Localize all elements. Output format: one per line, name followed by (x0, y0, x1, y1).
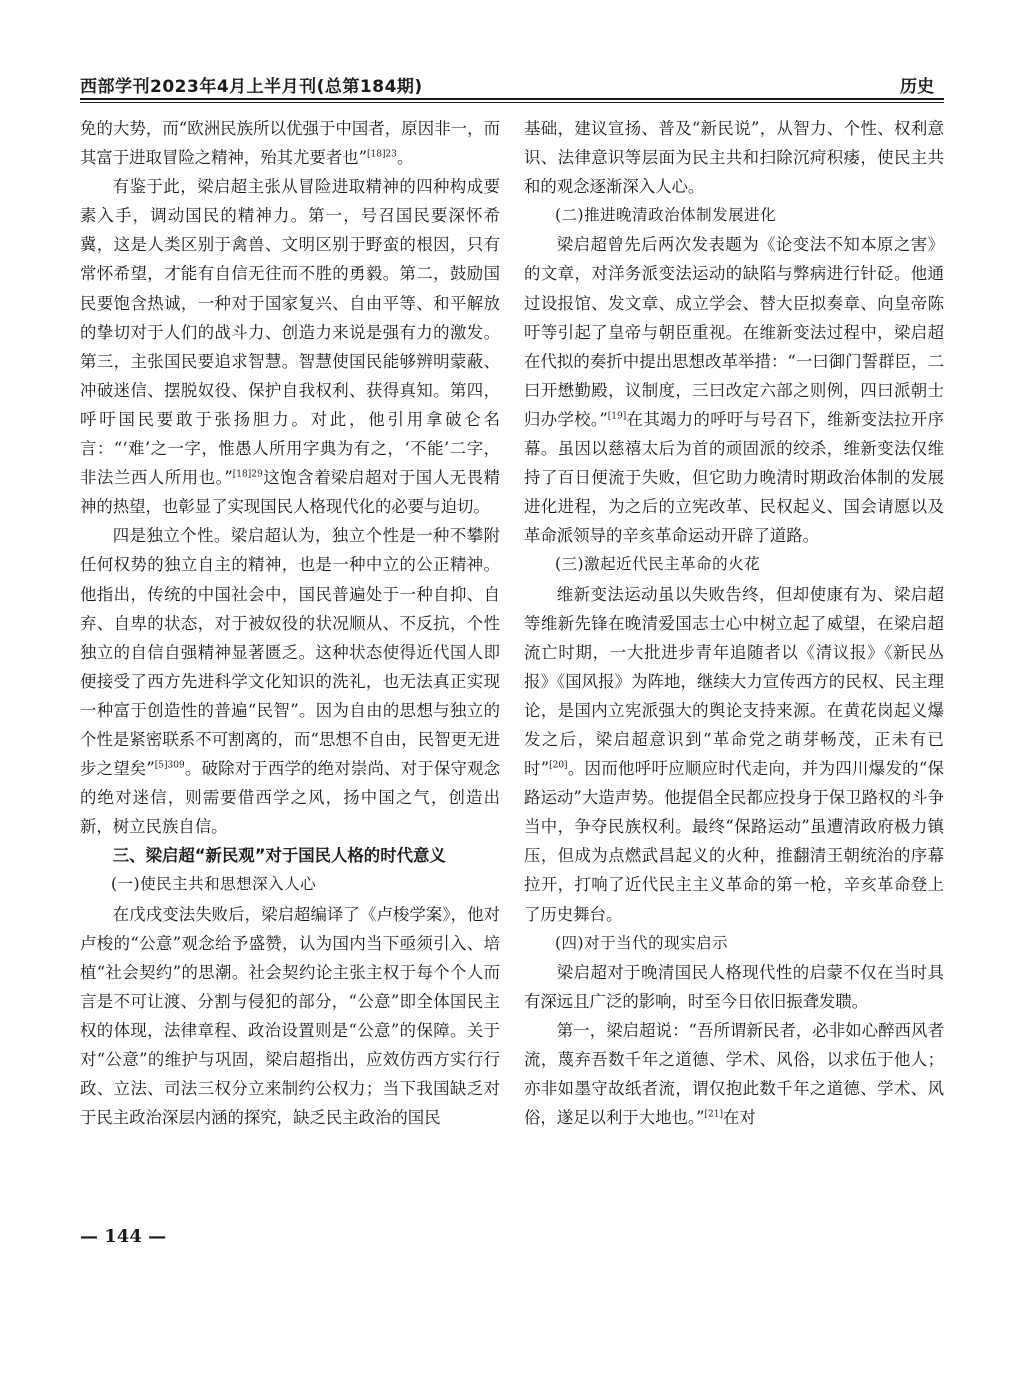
page-number: — 144 — (80, 1226, 167, 1247)
paragraph: 基础，建议宣扬、普及“新民说”，从智力、个性、权利意识、法律意识等层面为民主共和扫除沉疴积痿，使民主共和的观念逐渐深入人心。 (524, 119, 944, 197)
citation[interactable]: [19] (607, 411, 627, 422)
paragraph: 梁启超曾先后两次发表题为《论变法不知本原之害》的文章，对洋务派变法运动的缺陷与弊病进行针砭。他通过设报馆、发文章、成立学会、替大臣拟奏章、向皇帝陈吁等引起了皇帝与朝臣重视。在维新变法过程中，梁启超在代拟的奏折中提出思想改革举措：“一曰御门誓群臣，二曰开懋勤殿，议制度，三曰改定六部之则例，四曰派朝士归办学校。”[19]在其竭力的呼吁与号召下，维新变法拉开序幕。虽因以慈禧太后为首的顽固派的绞杀，维新变法仅维持了百日便流于失败，但它助力晚清时期政治体制的发展进化进程，为之后的立宪改革、民权起义、国会请愿以及革命派领导的辛亥革命运动开辟了道路。 (524, 235, 944, 546)
journal-title: 西部学刊2023年4月上半月刊(总第184期) (80, 77, 423, 97)
subsection-heading: (四)对于当代的现实启示 (555, 933, 729, 952)
citation[interactable]: [5]309 (154, 760, 185, 771)
section-label: 历史 (900, 77, 934, 97)
citation[interactable]: [18]23 (367, 149, 397, 160)
paragraph: 第一，梁启超说：“吾所谓新民者，必非如心醉西风者流，蔑弃吾数千年之道德、学术、风俗，以求伍于他人；亦非如墨守故纸者流，谓仅抱此数千年之道德、学术、风俗，遂足以利于大地也。”[21]在对 (524, 1020, 944, 1128)
paragraph: 梁启超对于晚清国民人格现代性的启蒙不仅在当时具有深远且广泛的影响，时至今日依旧振聋发聩。 (524, 962, 944, 1011)
citation[interactable]: [20] (549, 760, 568, 771)
subsection-heading: (二)推进晚清政治体制发展进化 (555, 206, 777, 225)
header-rule-thick (80, 98, 944, 100)
citation[interactable]: [21] (704, 1109, 723, 1120)
header-rule-thin (80, 102, 944, 103)
section-heading: 三、梁启超“新民观”对于国民人格的时代意义 (112, 846, 446, 866)
paragraph: 免的大势，而“欧洲民族所以优强于中国者，原因非一，而其富于进取冒险之精神，殆其尤要者也”$^{[18]23}$。 (80, 119, 500, 168)
paragraph: 四是独立个性。梁启超认为，独立个性是一种不攀附任何权势的独立自主的精神，也是一种中立的公正精神。他指出，传统的中国社会中，国民普遍处于一种自抑、自弃、自卑的状态，对于被奴役的状况顺从、不反抗，个性独立的自信自强精神显著匮乏。这种状态使得近代国人即便接受了西方先进科学文化知识的洗礼，也无法真正实现一种富于创造性的普遍“民智”。因为自由的思想与独立的个性是紧密联系不可割离的，而“思想不自由，民智更无进步之望矣”$^{[5]309}$。破除对于西学的绝对崇尚、对于保守观念的绝对迷信，则需要借西学之风，扬中国之气，创造出新，树立民族自信。 (80, 526, 500, 837)
subsection-heading: (三)激起近代民主革命的火花 (555, 555, 761, 574)
right-column (524, 114, 944, 1132)
citation[interactable]: [18]29 (232, 469, 263, 480)
running-header (80, 70, 944, 100)
subsection-heading: (一)使民主共和思想深入人心 (111, 875, 317, 894)
paragraph: 在戊戌变法失败后，梁启超编译了《卢梭学案》，他对卢梭的“公意”观念给予盛赞，认为国内当下亟须引入、培植“社会契约”的思潮。社会契约论主张主权于每个个人而言是不可让渡、分割与侵犯的部分，“公意”即全体国民主权的体现，法律章程、政治设置则是“公意”的保障。关于对“公意”的维护与巩固，梁启超指出，应效仿西方实行行政、立法、司法三权分立来制约公权力；当下我国缺乏对于民主政治深层内涵的探究，缺乏民主政治的国民 (80, 904, 500, 1128)
paragraph: 有鉴于此，梁启超主张从冒险进取精神的四种构成要素入手，调动国民的精神力。第一，号召国民要深怀希冀，这是人类区别于禽兽、文明区别于野蛮的根因，只有常怀希望，才能有自信无往而不胜的勇毅。第二，鼓励国民要饱含热诚，一种对于国家复兴、自由平等、和平解放的挚切对于人们的战斗力、创造力来说是强有力的激发。第三，主张国民要追求智慧。智慧使国民能够辨明蒙蔽、冲破迷信、摆脱奴役、保护自我权利、获得真知。第四，呼吁国民要敢于张扬胆力。对此，他引用拿破仑名言：“‘难’之一字，惟愚人所用字典为有之，‘不能’二字，非法兰西人所用也。”$^{[18]29}$这饱含着梁启超对于国人无畏精神的热望，也彰显了实现国民人格现代化的必要与迫切。 (80, 177, 501, 517)
left-column (80, 114, 500, 1132)
paragraph: 维新变法运动虽以失败告终，但却使康有为、梁启超等维新先锋在晚清爱国志士心中树立起了威望，在梁启超流亡时期，一大批进步青年追随者以《清议报》《新民丛报》《国风报》为阵地，继续大力宣传西方的民权、民主理论，是国内立宪派强大的舆论支持来源。在黄花岗起义爆发之后，梁启超意识到“革命党之萌芽畅茂，正未有已时”[20]。因而他呼吁应顺应时代走向，并为四川爆发的“保路运动”大造声势。他提倡全民都应投身于保卫路权的斗争当中，争夺民族权利。最终“保路运动”虽遭清政府极力镇压，但成为点燃武昌起义的火种，推翻清王朝统治的序幕拉开，打响了近代民主主义革命的第一枪，辛亥革命登上了历史舞台。 (524, 584, 944, 924)
